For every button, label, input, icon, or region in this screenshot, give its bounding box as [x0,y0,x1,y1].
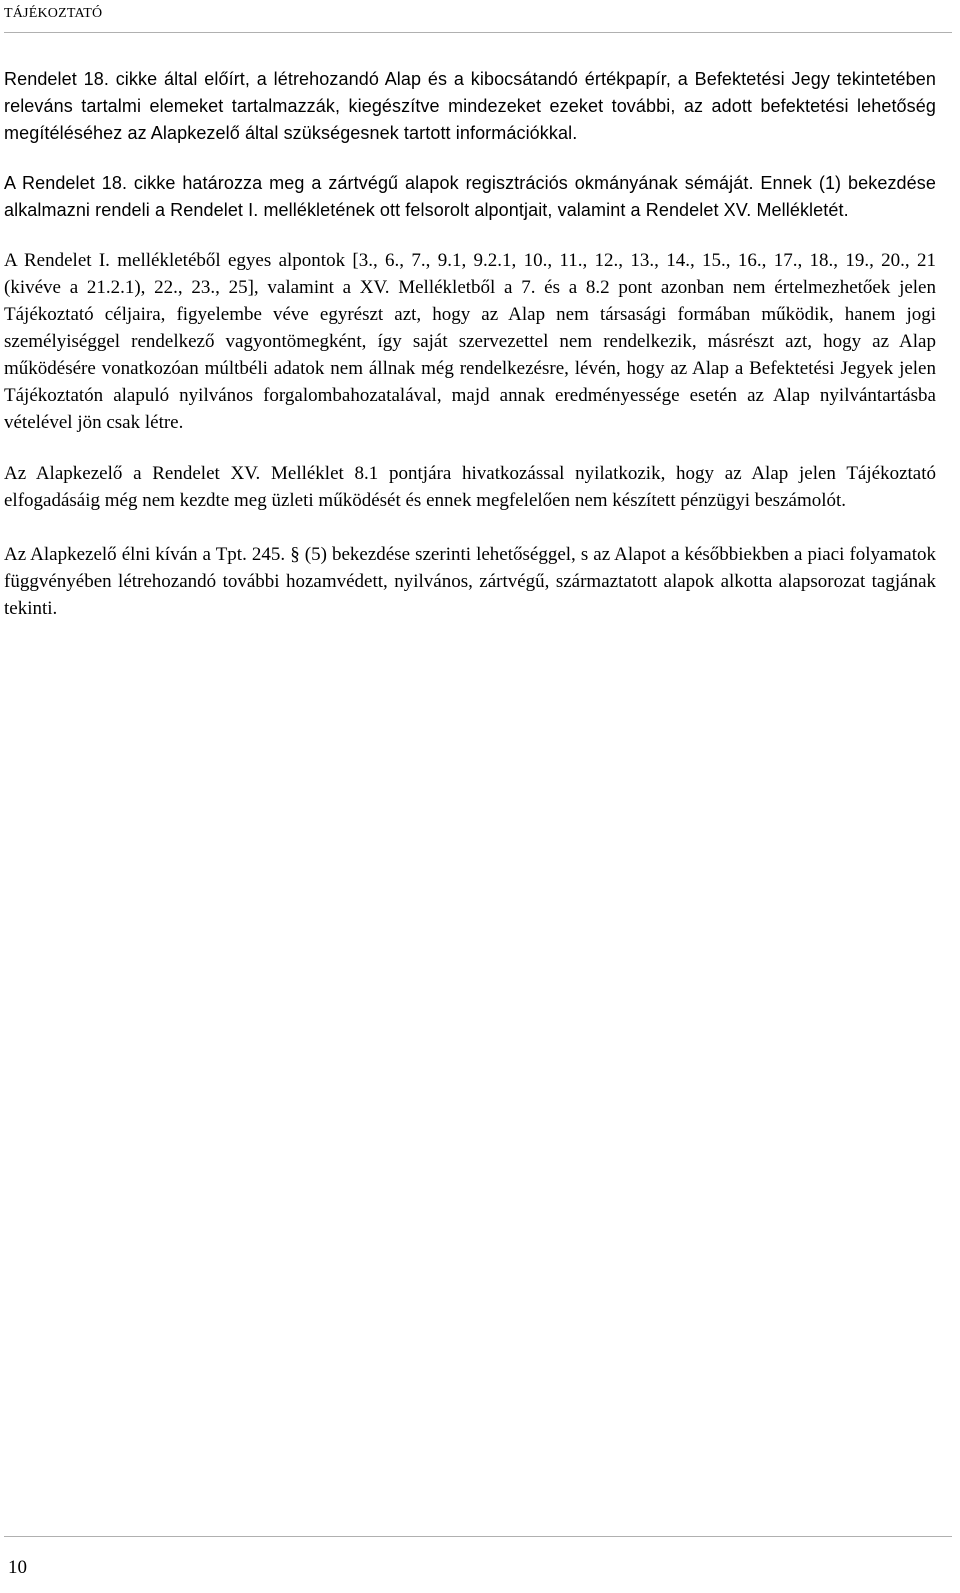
footer-divider [4,1536,952,1537]
paragraph-5: Az Alapkezelő élni kíván a Tpt. 245. § (5) bekezdése szerinti lehetőséggel, s az Alapot a későbbiekben a piaci folyamatok függvényében létrehozandó további hozamvédett, nyilvános, zártvégű, származtatott alapok alkotta alapsorozat tagjának tekinti. [4,544,936,619]
paragraph-2: A Rendelet 18. cikke határozza meg a zártvégű alapok regisztrációs okmányának sémáját. Ennek (1) bekezdése alkalmazni rendeli a Rendelet I. mellékletének ott felsorolt alpontjait, valamint a Rendelet XV. Mellékletét. [4,173,936,220]
paragraph-3: A Rendelet I. mellékletéből egyes alpontok [3., 6., 7., 9.1, 9.2.1, 10., 11., 12., 13., 14., 15., 16., 17., 18., 19., 20., 21 (kivéve a 21.2.1), 22., 23., 25], valamint a XV. Mellékletből a 7. és a 8.2 pont azonban nem értelmezhetőek jelen Tájékoztató céljaira, figyelembe véve egyrészt azt, hogy az Alap nem társasági formában működik, hanem jogi személyiséggel rendelkező vagyontömegként, így saját szervezettel nem rendelkezik, másrészt azt, hogy az Alap működésére vonatkozóan múltbéli adatok nem állnak még rendelkezésre, lévén, hogy az Alap a Befektetési Jegyek jelen Tájékoztatón alapuló nyilvános forgalombahozatalával, majd annak eredményessége esetén az Alap nyilvántartásba vételével jön csak létre. [4,250,936,433]
page-header [4,4,952,33]
document-body [4,66,936,622]
page-number: 10 [8,1557,27,1578]
paragraph-4: Az Alapkezelő a Rendelet XV. Melléklet 8.1 pontjára hivatkozással nyilatkozik, hogy az Alap jelen Tájékoztató elfogadásáig még nem kezdte meg üzleti működését és ennek megfelelően nem készített pénzügyi beszámolót. [4,463,936,511]
header-title: TÁJÉKOZTATÓ [4,6,103,21]
paragraph-1: Rendelet 18. cikke által előírt, a létrehozandó Alap és a kibocsátandó értékpapír, a Befektetési Jegy tekintetében releváns tartalmi elemeket tartalmazzák, kiegészítve mindezeket ezeket további, az adott befektetési lehetőség megítéléséhez az Alapkezelő által szükségesnek tartott információkkal. [4,69,936,143]
